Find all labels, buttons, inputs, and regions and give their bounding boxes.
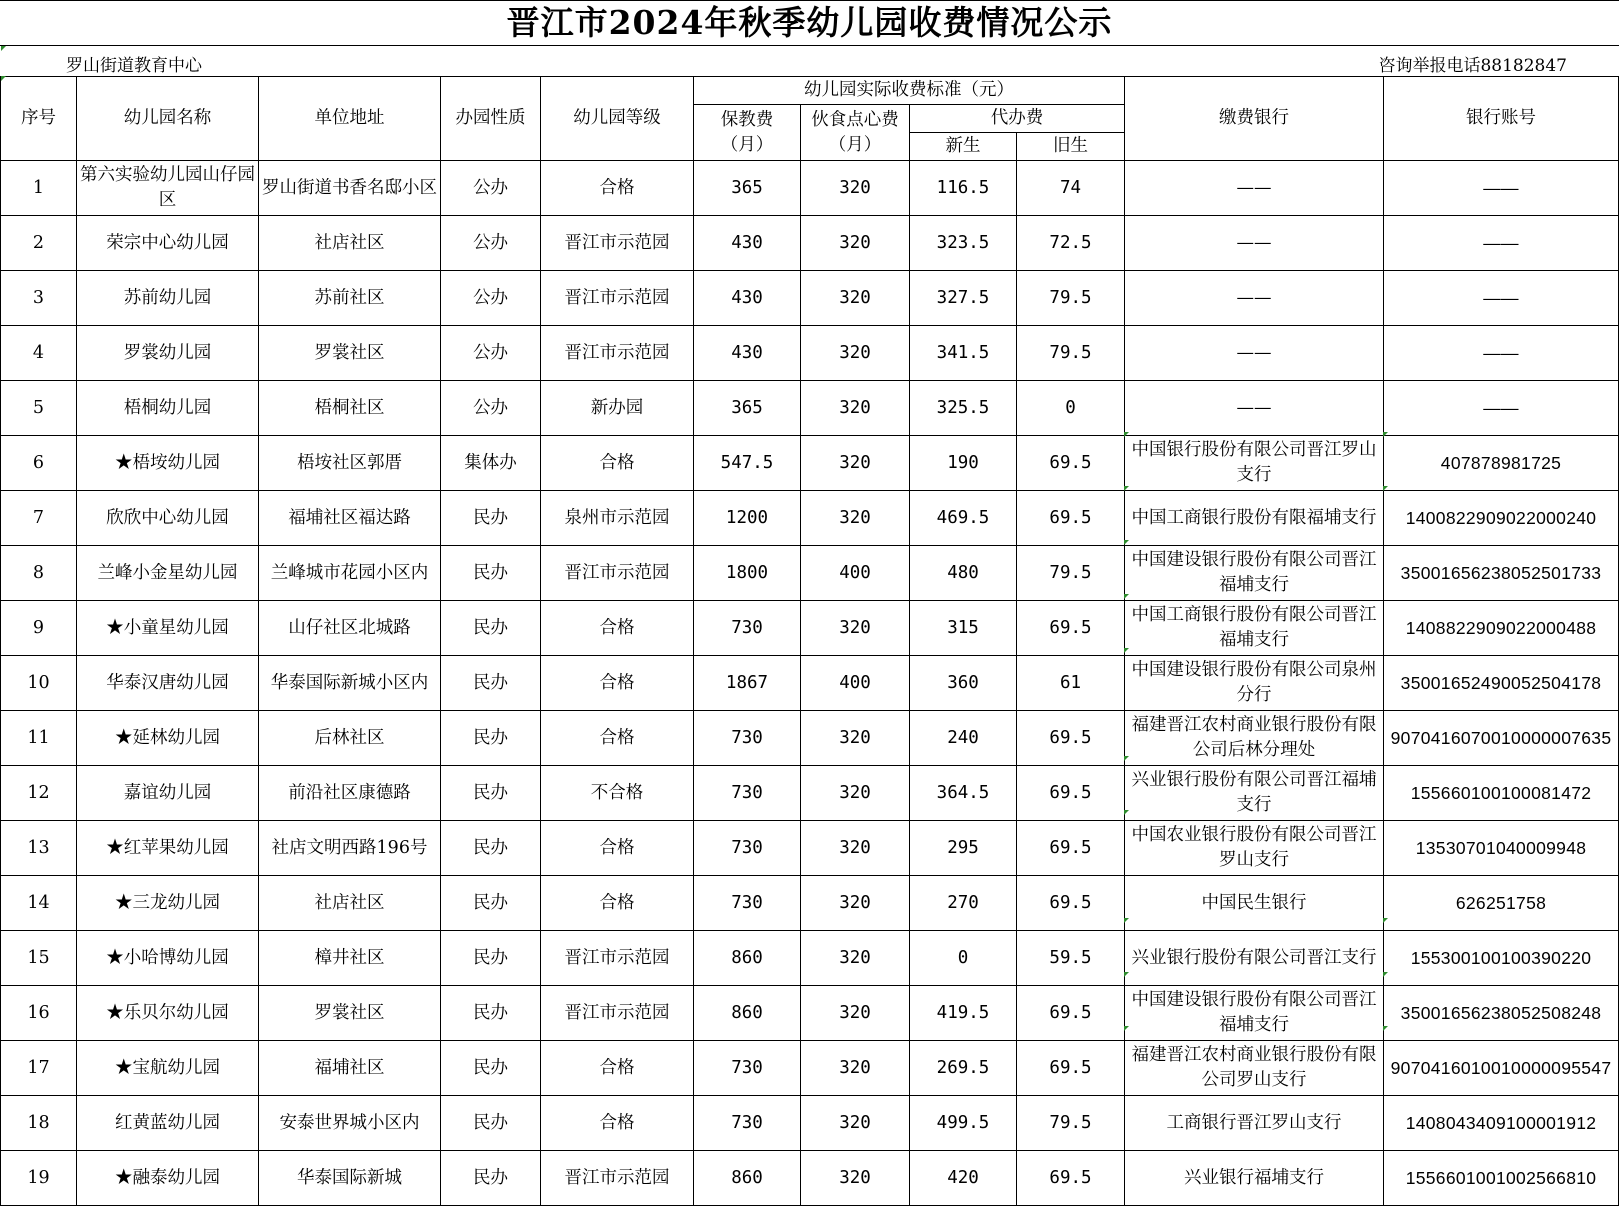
cell-address: 华泰国际新城 [259, 1151, 441, 1206]
cell-seq: 10 [1, 656, 77, 711]
cell-agency-old: 69.5 [1017, 876, 1125, 931]
cell-level: 晋江市示范园 [541, 271, 694, 326]
cell-bank: 福建晋江农村商业银行股份有限公司罗山支行 [1125, 1041, 1384, 1096]
cell-level: 合格 [541, 876, 694, 931]
table-row [1, 876, 1619, 931]
cell-agency-new: 315 [910, 601, 1017, 656]
header-name: 幼儿园名称 [77, 77, 259, 161]
cell-agency-new: 499.5 [910, 1096, 1017, 1151]
cell-level: 合格 [541, 601, 694, 656]
cell-tuition: 730 [694, 876, 801, 931]
comment-marker [1124, 486, 1129, 491]
cell-meal: 320 [801, 931, 910, 986]
page-title: 晋江市2024年秋季幼儿园收费情况公示 [0, 0, 1619, 46]
cell-bank: 工商银行晋江罗山支行 [1125, 1096, 1384, 1151]
cell-nature: 民办 [441, 931, 541, 986]
cell-agency-new: 269.5 [910, 1041, 1017, 1096]
cell-level: 合格 [541, 711, 694, 766]
hotline-label: 咨询举报电话88182847 [1378, 56, 1567, 76]
cell-seq: 8 [1, 546, 77, 601]
cell-meal: 320 [801, 1096, 910, 1151]
cell-agency-old: 69.5 [1017, 1151, 1125, 1206]
table-row [1, 986, 1619, 1041]
cell-agency-old: 69.5 [1017, 1041, 1125, 1096]
cell-bank: 中国建设银行股份有限公司晋江福埔支行 [1125, 546, 1384, 601]
cell-name: 嘉谊幼儿园 [77, 766, 259, 821]
cell-seq: 15 [1, 931, 77, 986]
table-row [1, 436, 1619, 491]
cell-tuition: 860 [694, 931, 801, 986]
comment-marker [1383, 918, 1388, 923]
cell-bank: 兴业银行福埔支行 [1125, 1151, 1384, 1206]
cell-address: 福埔社区 [259, 1041, 441, 1096]
cell-level: 合格 [541, 436, 694, 491]
cell-nature: 公办 [441, 381, 541, 436]
cell-meal: 320 [801, 436, 910, 491]
comment-marker [1124, 648, 1129, 653]
cell-agency-new: 323.5 [910, 216, 1017, 271]
cell-account: —— [1384, 381, 1619, 436]
cell-name: ★小哈博幼儿园 [77, 931, 259, 986]
comment-marker [1383, 486, 1388, 491]
cell-address: 樟井社区 [259, 931, 441, 986]
cell-seq: 6 [1, 436, 77, 491]
cell-seq: 1 [1, 161, 77, 216]
cell-level: 合格 [541, 161, 694, 216]
cell-level: 晋江市示范园 [541, 1151, 694, 1206]
cell-agency-new: 270 [910, 876, 1017, 931]
cell-name: ★延林幼儿园 [77, 711, 259, 766]
cell-account: 1556601001002566810 [1384, 1151, 1619, 1206]
cell-bank: 中国民生银行 [1125, 876, 1384, 931]
cell-nature: 民办 [441, 601, 541, 656]
table-row [1, 271, 1619, 326]
cell-tuition: 730 [694, 601, 801, 656]
comment-marker [1124, 594, 1129, 599]
cell-account: 1408043409100001912 [1384, 1096, 1619, 1151]
cell-nature: 民办 [441, 1096, 541, 1151]
organization-label: 罗山街道教育中心 [66, 56, 202, 76]
cell-seq: 9 [1, 601, 77, 656]
cell-meal: 320 [801, 711, 910, 766]
cell-account: —— [1384, 326, 1619, 381]
cell-name: 苏前幼儿园 [77, 271, 259, 326]
cell-agency-new: 240 [910, 711, 1017, 766]
cell-meal: 320 [801, 161, 910, 216]
cell-tuition: 730 [694, 711, 801, 766]
cell-name: ★宝航幼儿园 [77, 1041, 259, 1096]
comment-marker [1, 76, 6, 81]
cell-meal: 320 [801, 216, 910, 271]
header-nature: 办园性质 [441, 77, 541, 161]
comment-marker [1124, 432, 1129, 437]
cell-nature: 公办 [441, 161, 541, 216]
cell-agency-new: 360 [910, 656, 1017, 711]
table-body [1, 161, 1619, 1206]
cell-address: 罗裳社区 [259, 326, 441, 381]
cell-seq: 19 [1, 1151, 77, 1206]
cell-meal: 320 [801, 381, 910, 436]
cell-account: 13530701040009948 [1384, 821, 1619, 876]
comment-marker [1124, 810, 1129, 815]
table-row [1, 161, 1619, 216]
cell-level: 泉州市示范园 [541, 491, 694, 546]
cell-tuition: 730 [694, 766, 801, 821]
cell-seq: 14 [1, 876, 77, 931]
cell-meal: 320 [801, 326, 910, 381]
cell-name: 罗裳幼儿园 [77, 326, 259, 381]
cell-meal: 320 [801, 1041, 910, 1096]
cell-nature: 公办 [441, 216, 541, 271]
cell-level: 晋江市示范园 [541, 326, 694, 381]
cell-tuition: 730 [694, 1041, 801, 1096]
comment-marker [1383, 1026, 1388, 1031]
comment-marker [1383, 972, 1388, 977]
cell-nature: 公办 [441, 271, 541, 326]
subheader [0, 46, 1619, 76]
cell-tuition: 860 [694, 1151, 801, 1206]
cell-nature: 民办 [441, 1041, 541, 1096]
comment-marker [1, 46, 6, 51]
table-row [1, 216, 1619, 271]
table-row [1, 601, 1619, 656]
header-meal-line2: （月） [828, 134, 882, 155]
cell-seq: 7 [1, 491, 77, 546]
table-row [1, 1041, 1619, 1096]
comment-marker [1124, 1026, 1129, 1031]
cell-account: —— [1384, 161, 1619, 216]
header-fee-group: 幼儿园实际收费标准（元） [694, 77, 1125, 105]
fee-table [0, 76, 1619, 1206]
cell-agency-new: 190 [910, 436, 1017, 491]
cell-agency-old: 79.5 [1017, 546, 1125, 601]
cell-meal: 320 [801, 271, 910, 326]
cell-account: 9070416010010000095547 [1384, 1041, 1619, 1096]
cell-seq: 5 [1, 381, 77, 436]
cell-level: 新办园 [541, 381, 694, 436]
cell-seq: 2 [1, 216, 77, 271]
cell-nature: 公办 [441, 326, 541, 381]
cell-account: 155660100100081472 [1384, 766, 1619, 821]
cell-address: 罗裳社区 [259, 986, 441, 1041]
cell-address: 社店社区 [259, 216, 441, 271]
cell-name: ★乐贝尔幼儿园 [77, 986, 259, 1041]
cell-level: 晋江市示范园 [541, 546, 694, 601]
cell-bank: 兴业银行股份有限公司晋江支行 [1125, 931, 1384, 986]
header-new-student: 新生 [910, 133, 1017, 161]
cell-tuition: 547.5 [694, 436, 801, 491]
cell-bank: 中国建设银行股份有限公司晋江福埔支行 [1125, 986, 1384, 1041]
cell-meal: 400 [801, 656, 910, 711]
cell-address: 苏前社区 [259, 271, 441, 326]
cell-name: 第六实验幼儿园山仔园区 [77, 161, 259, 216]
cell-meal: 320 [801, 766, 910, 821]
cell-name: ★融泰幼儿园 [77, 1151, 259, 1206]
cell-account: —— [1384, 271, 1619, 326]
cell-level: 合格 [541, 821, 694, 876]
table-row [1, 821, 1619, 876]
cell-bank: —— [1125, 381, 1384, 436]
cell-meal: 320 [801, 601, 910, 656]
table-row [1, 711, 1619, 766]
table-row [1, 656, 1619, 711]
cell-meal: 320 [801, 876, 910, 931]
comment-marker [1124, 540, 1129, 545]
cell-level: 合格 [541, 1041, 694, 1096]
cell-seq: 12 [1, 766, 77, 821]
cell-address: 安泰世界城小区内 [259, 1096, 441, 1151]
cell-level: 合格 [541, 656, 694, 711]
cell-tuition: 1200 [694, 491, 801, 546]
cell-nature: 民办 [441, 986, 541, 1041]
cell-bank: —— [1125, 271, 1384, 326]
cell-tuition: 430 [694, 326, 801, 381]
table-header [1, 77, 1619, 161]
cell-address: 华泰国际新城小区内 [259, 656, 441, 711]
cell-meal: 320 [801, 1151, 910, 1206]
table-row [1, 1096, 1619, 1151]
cell-meal: 320 [801, 491, 910, 546]
table-row [1, 546, 1619, 601]
header-address: 单位地址 [259, 77, 441, 161]
cell-account: 407878981725 [1384, 436, 1619, 491]
cell-bank: 中国银行股份有限公司晋江罗山支行 [1125, 436, 1384, 491]
table-row [1, 326, 1619, 381]
cell-agency-old: 69.5 [1017, 601, 1125, 656]
cell-seq: 16 [1, 986, 77, 1041]
cell-tuition: 730 [694, 821, 801, 876]
cell-name: 梧桐幼儿园 [77, 381, 259, 436]
cell-account: 1400822909022000240 [1384, 491, 1619, 546]
cell-agency-new: 364.5 [910, 766, 1017, 821]
comment-marker [1124, 756, 1129, 761]
cell-seq: 3 [1, 271, 77, 326]
cell-account: 35001656238052508248 [1384, 986, 1619, 1041]
comment-marker [1383, 432, 1388, 437]
table-row [1, 766, 1619, 821]
cell-tuition: 1800 [694, 546, 801, 601]
cell-bank: 中国工商银行股份有限公司晋江福埔支行 [1125, 601, 1384, 656]
cell-agency-new: 327.5 [910, 271, 1017, 326]
cell-agency-old: 72.5 [1017, 216, 1125, 271]
cell-bank: —— [1125, 326, 1384, 381]
cell-tuition: 430 [694, 216, 801, 271]
cell-bank: 福建晋江农村商业银行股份有限公司后林分理处 [1125, 711, 1384, 766]
comment-marker [1124, 918, 1129, 923]
cell-agency-old: 59.5 [1017, 931, 1125, 986]
cell-agency-new: 116.5 [910, 161, 1017, 216]
cell-account: 155300100100390220 [1384, 931, 1619, 986]
cell-seq: 18 [1, 1096, 77, 1151]
table-row [1, 1151, 1619, 1206]
cell-bank: 中国建设银行股份有限公司泉州分行 [1125, 656, 1384, 711]
cell-agency-new: 341.5 [910, 326, 1017, 381]
cell-nature: 民办 [441, 656, 541, 711]
cell-agency-old: 0 [1017, 381, 1125, 436]
cell-agency-new: 480 [910, 546, 1017, 601]
cell-address: 梧桐社区 [259, 381, 441, 436]
cell-bank: 中国农业银行股份有限公司晋江罗山支行 [1125, 821, 1384, 876]
cell-account: —— [1384, 216, 1619, 271]
cell-nature: 民办 [441, 711, 541, 766]
comment-marker [1124, 972, 1129, 977]
cell-address: 罗山街道书香名邸小区 [259, 161, 441, 216]
header-seq: 序号 [1, 77, 77, 161]
cell-meal: 320 [801, 986, 910, 1041]
header-bank: 缴费银行 [1125, 77, 1384, 161]
header-tuition-line1: 保教费 [720, 109, 774, 130]
cell-seq: 13 [1, 821, 77, 876]
cell-address: 福埔社区福达路 [259, 491, 441, 546]
cell-agency-new: 295 [910, 821, 1017, 876]
cell-tuition: 730 [694, 1096, 801, 1151]
cell-level: 晋江市示范园 [541, 216, 694, 271]
cell-name: 荣宗中心幼儿园 [77, 216, 259, 271]
cell-name: 欣欣中心幼儿园 [77, 491, 259, 546]
cell-bank: —— [1125, 161, 1384, 216]
cell-agency-old: 69.5 [1017, 711, 1125, 766]
header-meal-line1: 伙食点心费 [811, 109, 899, 130]
cell-seq: 17 [1, 1041, 77, 1096]
cell-seq: 11 [1, 711, 77, 766]
table-row [1, 931, 1619, 986]
cell-name: ★梧垵幼儿园 [77, 436, 259, 491]
cell-nature: 民办 [441, 491, 541, 546]
header-level: 幼儿园等级 [541, 77, 694, 161]
table-row [1, 381, 1619, 436]
cell-nature: 民办 [441, 546, 541, 601]
cell-account: 626251758 [1384, 876, 1619, 931]
cell-address: 山仔社区北城路 [259, 601, 441, 656]
header-meal [801, 105, 910, 161]
cell-tuition: 860 [694, 986, 801, 1041]
cell-tuition: 430 [694, 271, 801, 326]
cell-tuition: 365 [694, 161, 801, 216]
cell-agency-old: 69.5 [1017, 491, 1125, 546]
cell-bank: 兴业银行股份有限公司晋江福埔支行 [1125, 766, 1384, 821]
header-tuition-line2: （月） [720, 134, 774, 155]
cell-agency-old: 79.5 [1017, 326, 1125, 381]
cell-address: 前沿社区康德路 [259, 766, 441, 821]
header-agency: 代办费 [910, 105, 1125, 133]
cell-level: 不合格 [541, 766, 694, 821]
cell-address: 后林社区 [259, 711, 441, 766]
cell-nature: 民办 [441, 876, 541, 931]
cell-account: 35001652490052504178 [1384, 656, 1619, 711]
cell-nature: 集体办 [441, 436, 541, 491]
cell-tuition: 1867 [694, 656, 801, 711]
cell-bank: 中国工商银行股份有限福埔支行 [1125, 491, 1384, 546]
cell-address: 社店社区 [259, 876, 441, 931]
cell-agency-new: 0 [910, 931, 1017, 986]
table-row [1, 491, 1619, 546]
cell-name: ★三龙幼儿园 [77, 876, 259, 931]
cell-agency-old: 79.5 [1017, 271, 1125, 326]
cell-address: 梧垵社区郭厝 [259, 436, 441, 491]
cell-level: 合格 [541, 1096, 694, 1151]
cell-level: 晋江市示范园 [541, 931, 694, 986]
header-old-student: 旧生 [1017, 133, 1125, 161]
cell-agency-old: 74 [1017, 161, 1125, 216]
header-account: 银行账号 [1384, 77, 1619, 161]
cell-nature: 民办 [441, 1151, 541, 1206]
header-tuition [694, 105, 801, 161]
cell-agency-old: 69.5 [1017, 766, 1125, 821]
cell-agency-old: 69.5 [1017, 821, 1125, 876]
cell-name: ★小童星幼儿园 [77, 601, 259, 656]
cell-tuition: 365 [694, 381, 801, 436]
cell-name: 兰峰小金星幼儿园 [77, 546, 259, 601]
cell-agency-old: 79.5 [1017, 1096, 1125, 1151]
cell-agency-new: 469.5 [910, 491, 1017, 546]
cell-name: 红黄蓝幼儿园 [77, 1096, 259, 1151]
cell-meal: 320 [801, 821, 910, 876]
cell-agency-old: 69.5 [1017, 436, 1125, 491]
cell-agency-old: 61 [1017, 656, 1125, 711]
cell-agency-new: 420 [910, 1151, 1017, 1206]
cell-name: ★红苹果幼儿园 [77, 821, 259, 876]
cell-address: 社店文明西路196号 [259, 821, 441, 876]
cell-account: 9070416070010000007635 [1384, 711, 1619, 766]
cell-bank: —— [1125, 216, 1384, 271]
cell-address: 兰峰城市花园小区内 [259, 546, 441, 601]
cell-nature: 民办 [441, 766, 541, 821]
cell-meal: 400 [801, 546, 910, 601]
cell-nature: 民办 [441, 821, 541, 876]
cell-name: 华泰汉唐幼儿园 [77, 656, 259, 711]
cell-level: 晋江市示范园 [541, 986, 694, 1041]
cell-account: 1408822909022000488 [1384, 601, 1619, 656]
cell-agency-old: 69.5 [1017, 986, 1125, 1041]
cell-account: 35001656238052501733 [1384, 546, 1619, 601]
cell-agency-new: 419.5 [910, 986, 1017, 1041]
cell-seq: 4 [1, 326, 77, 381]
cell-agency-new: 325.5 [910, 381, 1017, 436]
